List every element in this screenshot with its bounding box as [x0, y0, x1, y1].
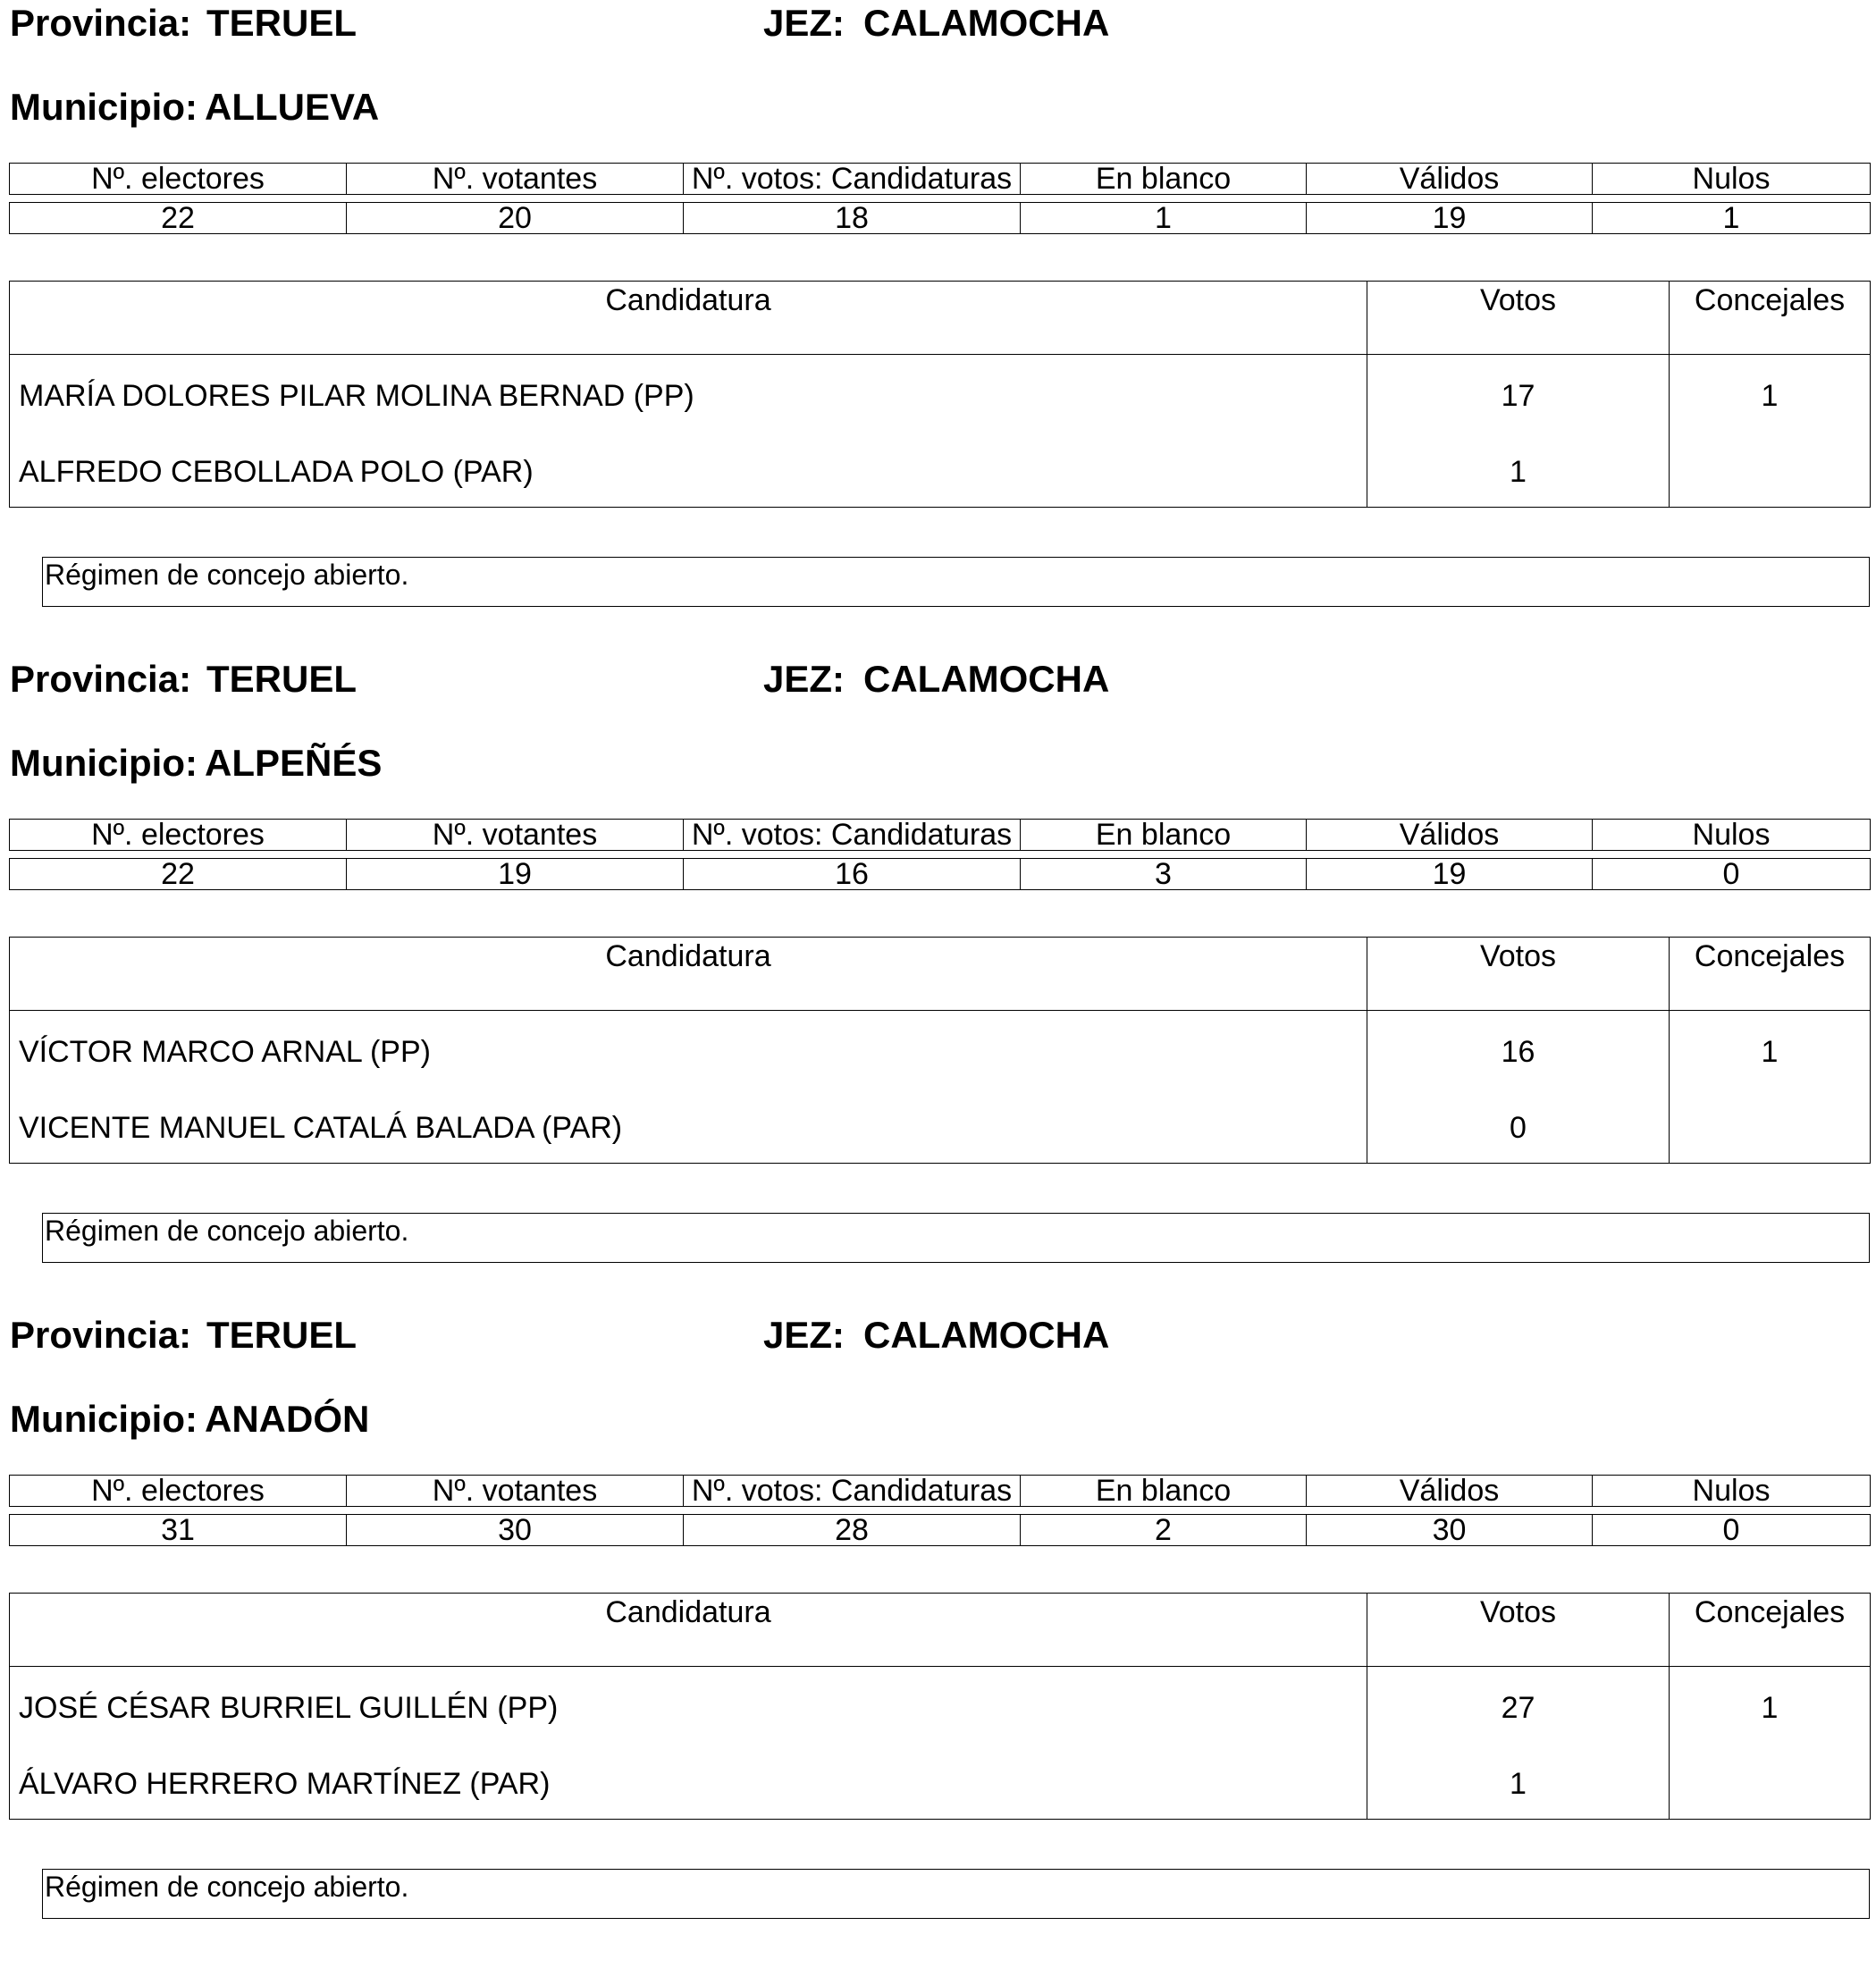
candidate-councillors: 1	[1670, 1011, 1871, 1094]
candidate-councillors: 1	[1670, 1667, 1871, 1750]
stats-value-cell: 31	[10, 1515, 347, 1546]
candidate-councillors	[1670, 437, 1871, 508]
provincia-value: TERUEL	[206, 2, 357, 44]
jez-value: CALAMOCHA	[863, 1314, 1110, 1356]
stats-value-cell: 3	[1021, 859, 1307, 890]
stats-value-cell: 30	[1307, 1515, 1593, 1546]
municipio-value: ALPEÑÉS	[205, 742, 383, 784]
jez-value: CALAMOCHA	[863, 658, 1110, 700]
candidates-table	[9, 937, 1871, 1164]
stats-header-cell: Nulos	[1593, 164, 1871, 195]
candidates-header-row	[10, 282, 1871, 355]
province-line	[10, 1314, 1440, 1357]
provincia-value: TERUEL	[206, 1314, 357, 1356]
stats-header-row	[10, 820, 1871, 851]
stats-header-cell: En blanco	[1021, 164, 1307, 195]
votos-header: Votos	[1367, 1594, 1670, 1667]
provincia-label: Provincia:	[10, 2, 192, 44]
municipality-block	[0, 656, 1876, 1312]
stats-value-cell: 2	[1021, 1515, 1307, 1546]
municipio-line	[10, 742, 1440, 785]
jez-label: JEZ:	[763, 2, 845, 44]
candidates-header-row	[10, 938, 1871, 1011]
stats-value-cell: 22	[10, 859, 347, 890]
stats-header-cell: Nº. electores	[10, 164, 347, 195]
stats-header-cell: Nulos	[1593, 820, 1871, 851]
candidate-councillors: 1	[1670, 355, 1871, 438]
candidate-name: MARÍA DOLORES PILAR MOLINA BERNAD (PP)	[10, 355, 1367, 438]
municipio-line	[10, 86, 1440, 129]
stats-value-cell: 18	[684, 203, 1021, 234]
votos-header: Votos	[1367, 282, 1670, 355]
stats-header-cell: Nº. electores	[10, 820, 347, 851]
candidate-votes: 16	[1367, 1011, 1670, 1094]
stats-values-table	[9, 1514, 1871, 1546]
municipio-value: ANADÓN	[205, 1398, 370, 1440]
stats-header-cell: Nº. votantes	[347, 820, 684, 851]
candidate-row	[10, 1011, 1871, 1094]
candidate-name: VÍCTOR MARCO ARNAL (PP)	[10, 1011, 1367, 1094]
candidate-name: ÁLVARO HERRERO MARTÍNEZ (PAR)	[10, 1749, 1367, 1820]
municipio-label: Municipio:	[10, 742, 198, 784]
stats-value-cell: 0	[1593, 1515, 1871, 1546]
stats-header-cell: Nulos	[1593, 1476, 1871, 1507]
candidate-councillors	[1670, 1749, 1871, 1820]
candidate-row	[10, 1093, 1871, 1164]
stats-header-cell: Nº. votos: Candidaturas	[684, 1476, 1021, 1507]
candidate-row	[10, 355, 1871, 438]
stats-header-cell: Nº. electores	[10, 1476, 347, 1507]
stats-values-row	[10, 859, 1871, 890]
concejales-header: Concejales	[1670, 938, 1871, 1011]
candidate-votes: 1	[1367, 437, 1670, 508]
jez-label: JEZ:	[763, 658, 845, 700]
stats-value-cell: 19	[1307, 203, 1593, 234]
stats-value-cell: 30	[347, 1515, 684, 1546]
provincia-label: Provincia:	[10, 1314, 192, 1356]
candidate-row	[10, 1749, 1871, 1820]
municipio-label: Municipio:	[10, 86, 198, 128]
stats-value-cell: 1	[1021, 203, 1307, 234]
regime-note: Régimen de concejo abierto.	[42, 1869, 1870, 1919]
stats-header-cell: Nº. votos: Candidaturas	[684, 820, 1021, 851]
stats-header-cell: Válidos	[1307, 1476, 1593, 1507]
candidate-row	[10, 437, 1871, 508]
stats-value-cell: 22	[10, 203, 347, 234]
candidate-councillors	[1670, 1093, 1871, 1164]
candidate-name: JOSÉ CÉSAR BURRIEL GUILLÉN (PP)	[10, 1667, 1367, 1750]
stats-values-row	[10, 1515, 1871, 1546]
stats-header-cell: Válidos	[1307, 164, 1593, 195]
stats-header-cell: Nº. votos: Candidaturas	[684, 164, 1021, 195]
candidates-header-row	[10, 1594, 1871, 1667]
municipality-block	[0, 1312, 1876, 1968]
municipio-label: Municipio:	[10, 1398, 198, 1440]
stats-header-cell: Nº. votantes	[347, 1476, 684, 1507]
stats-header-row	[10, 1476, 1871, 1507]
provincia-label: Provincia:	[10, 658, 192, 700]
stats-values-table	[9, 202, 1871, 234]
concejales-header: Concejales	[1670, 1594, 1871, 1667]
stats-value-cell: 28	[684, 1515, 1021, 1546]
candidate-row	[10, 1667, 1871, 1750]
stats-value-cell: 19	[347, 859, 684, 890]
stats-header-row	[10, 164, 1871, 195]
province-line	[10, 658, 1440, 701]
concejales-header: Concejales	[1670, 282, 1871, 355]
municipality-block	[0, 0, 1876, 656]
stats-header-cell: En blanco	[1021, 820, 1307, 851]
regime-note: Régimen de concejo abierto.	[42, 557, 1870, 607]
candidate-votes: 27	[1367, 1667, 1670, 1750]
stats-header-table	[9, 1475, 1871, 1507]
candidatura-header: Candidatura	[10, 1594, 1367, 1667]
votos-header: Votos	[1367, 938, 1670, 1011]
stats-header-cell: Válidos	[1307, 820, 1593, 851]
candidatura-header: Candidatura	[10, 938, 1367, 1011]
stats-header-cell: En blanco	[1021, 1476, 1307, 1507]
stats-header-cell: Nº. votantes	[347, 164, 684, 195]
candidates-table	[9, 281, 1871, 508]
candidate-votes: 17	[1367, 355, 1670, 438]
candidate-votes: 0	[1367, 1093, 1670, 1164]
stats-value-cell: 20	[347, 203, 684, 234]
municipio-value: ALLUEVA	[205, 86, 380, 128]
stats-value-cell: 0	[1593, 859, 1871, 890]
regime-note: Régimen de concejo abierto.	[42, 1213, 1870, 1263]
stats-value-cell: 1	[1593, 203, 1871, 234]
stats-values-table	[9, 858, 1871, 890]
municipio-line	[10, 1398, 1440, 1441]
candidatura-header: Candidatura	[10, 282, 1367, 355]
candidate-votes: 1	[1367, 1749, 1670, 1820]
jez-label: JEZ:	[763, 1314, 845, 1356]
stats-header-table	[9, 163, 1871, 195]
stats-header-table	[9, 819, 1871, 851]
stats-value-cell: 16	[684, 859, 1021, 890]
jez-value: CALAMOCHA	[863, 2, 1110, 44]
stats-value-cell: 19	[1307, 859, 1593, 890]
stats-values-row	[10, 203, 1871, 234]
candidates-table	[9, 1593, 1871, 1820]
candidate-name: VICENTE MANUEL CATALÁ BALADA (PAR)	[10, 1093, 1367, 1164]
candidate-name: ALFREDO CEBOLLADA POLO (PAR)	[10, 437, 1367, 508]
provincia-value: TERUEL	[206, 658, 357, 700]
province-line	[10, 2, 1440, 45]
